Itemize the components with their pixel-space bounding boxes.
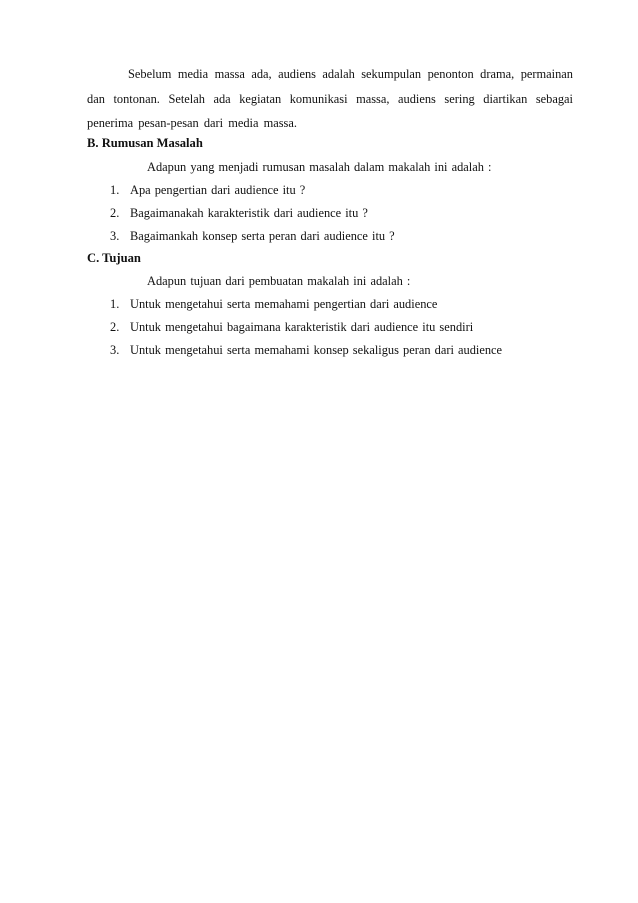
list-item — [110, 343, 502, 358]
list-item — [110, 320, 473, 335]
section-b-intro: Adapun yang menjadi rumusan masalah dalam makalah ini adalah : — [147, 160, 492, 174]
list-item — [110, 183, 305, 198]
list-item-text: Untuk mengetahui serta memahami pengertian dari audience — [130, 297, 438, 311]
list-item-text: Untuk mengetahui bagaimana karakteristik dari audience itu sendiri — [130, 320, 474, 334]
list-item-text: Apa pengertian dari audience itu ? — [130, 183, 306, 197]
list-item-number: 3. — [110, 229, 120, 243]
list-item — [110, 229, 395, 244]
list-item — [110, 297, 437, 312]
list-item-text: Bagaimanakah karakteristik dari audience itu ? — [130, 206, 368, 220]
list-item-number: 1. — [110, 297, 120, 311]
section-c-intro: Adapun tujuan dari pembuatan makalah ini adalah : — [147, 274, 411, 288]
list-item-number: 1. — [110, 183, 120, 197]
list-item-number: 3. — [110, 343, 120, 357]
list-item-text: Bagaimankah konsep serta peran dari audience itu ? — [130, 229, 395, 243]
section-c-heading: C. Tujuan — [87, 251, 141, 265]
list-item-number: 2. — [110, 320, 120, 334]
list-item — [110, 206, 368, 221]
section-b-heading: B. Rumusan Masalah — [87, 136, 203, 150]
background-paragraph: Sebelum media massa ada, audiens adalah sekumpulan penonton drama, permainan dan tontonan. Setelah ada kegiatan komunikasi massa, audiens sering diartikan sebagai penerima pesan-pesan dari media massa. — [87, 67, 573, 130]
list-item-text: Untuk mengetahui serta memahami konsep sekaligus peran dari audience — [130, 343, 503, 357]
list-item-number: 2. — [110, 206, 120, 220]
